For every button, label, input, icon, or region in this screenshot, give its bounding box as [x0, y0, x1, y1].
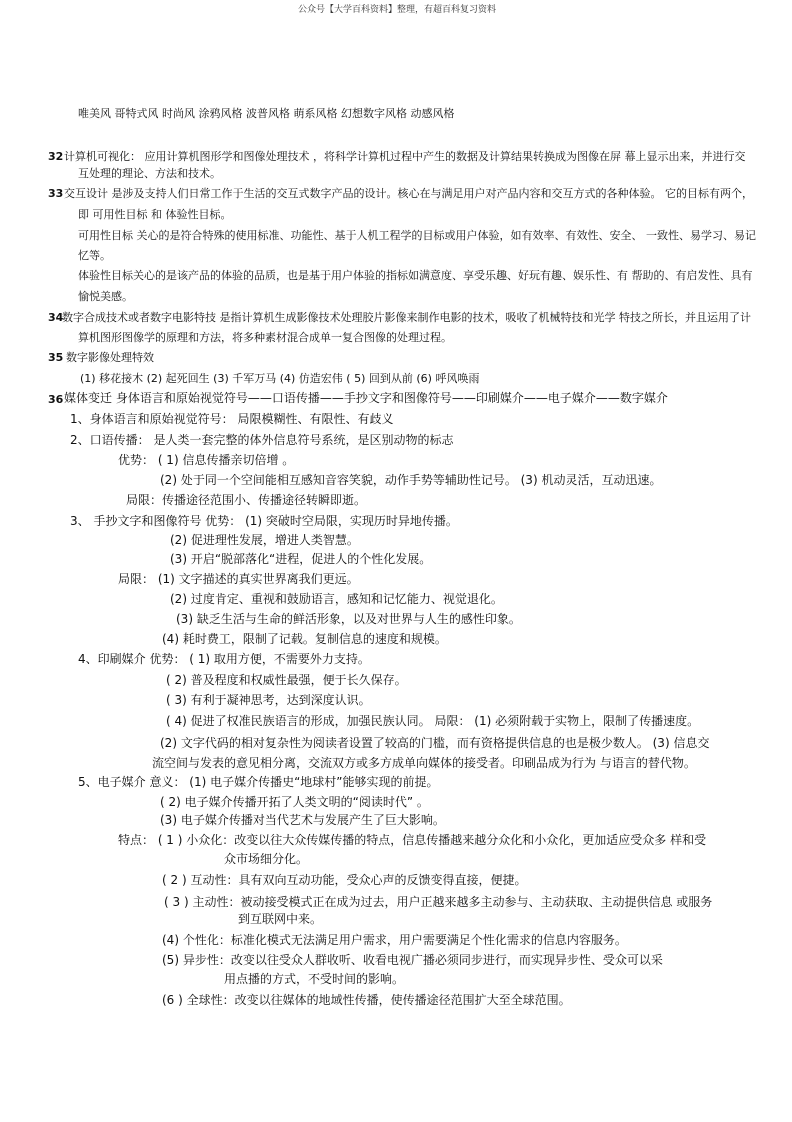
text-line: (2) 处于同一个空间能相互感知音容笑貌，动作手势等辅助性记号。 (3) 机动灵活，互动迅速。: [160, 473, 662, 487]
item-number: 32: [48, 150, 64, 163]
text-line: (6 ) 全球性：改变以往媒体的地域性传播，使传播途径范围扩大至全球范围。: [162, 993, 571, 1007]
text-line: 5、电子媒介 意义： (1) 电子媒介传播史“地球村”能够实现的前提。: [78, 775, 439, 789]
text-line: (5) 异步性：改变以往受众人群收听、收看电视广播必须同步进行，而实现异步性、受众可以采: [162, 953, 663, 967]
text-line: ( 4) 促进了权准民族语言的形成，加强民族认同。 局限： (1) 必须附载于实物上，限制了传播速度。: [166, 714, 700, 728]
text-line: 忆等。: [78, 249, 111, 262]
text-line: ( 3 ) 主动性：被动接受模式正在成为过去，用户正越来越多主动参与、主动获取、主动提供信息 或服务: [164, 895, 713, 909]
text-line: 优势： ( 1) 信息传播亲切倍增 。: [118, 453, 295, 467]
text-line: 交互设计 是涉及支持人们日常工作于生活的交互式数字产品的设计。核心在与满足用户对产品内容和交互方式的各种体验。 它的目标有两个，: [64, 187, 753, 200]
text-line: ( 2) 电子媒介传播开拓了人类文明的“阅读时代” 。: [160, 795, 429, 809]
text-line: 4、印刷媒介 优势： ( 1) 取用方便，不需要外力支持。: [78, 652, 370, 666]
text-line: 局限： (1) 文字描述的真实世界离我们更远。: [118, 572, 359, 586]
text-line: 媒体变迁 身体语言和原始视觉符号——口语传播——手抄文字和图像符号——印刷媒介——电子媒介——数字媒介: [64, 391, 668, 405]
text-line: 到互联网中来。: [238, 912, 323, 926]
text-line: (3) 缺乏生活与生命的鲜活形象，以及对世界与人生的感性印象。: [176, 612, 521, 626]
text-line: 局限：传播途径范围小、传播途径转瞬即逝。: [126, 493, 367, 507]
text-line: 计算机可视化： 应用计算机图形学和图像处理技术 ，将科学计算机过程中产生的数据及计算结果转换成为图像在屏 幕上显示出来，并进行交: [64, 150, 746, 163]
item-number: 33: [48, 187, 64, 200]
item-number: 35: [48, 351, 64, 364]
text-line: 3、 手抄文字和图像符号 优势： (1) 突破时空局限，实现历时异地传播。: [70, 514, 458, 528]
text-line: 愉悦美感。: [78, 290, 133, 303]
text-line: 数字合成技术或者数字电影特技 是指计算机生成影像技术处理胶片影像来制作电影的技术，吸收了机械特技和光学 特技之所长，并且运用了计: [62, 311, 751, 324]
style-list: 唯美风 哥特式风 时尚风 涂鸦风格 波普风格 萌系风格 幻想数字风格 动感风格: [78, 107, 455, 120]
text-line: (4) 耗时费工，限制了记载。复制信息的速度和规模。: [162, 632, 447, 646]
text-line: 可用性目标 关心的是符合特殊的使用标准、功能性、基于人机工程学的目标或用户体验，如有效率、有效性、安全、 一致性、易学习、易记: [78, 229, 756, 242]
text-line: 众市场细分化。: [224, 852, 309, 866]
text-line: ( 3) 有利于凝神思考，达到深度认识。: [166, 693, 371, 707]
page-header: 公众号【大学百科资料】整理，有超百科复习资料: [298, 5, 497, 15]
text-line: 流空间与发表的意见相分离，交流双方或多方成单向媒体的接受者。印刷品成为行为 与语言的替代物。: [152, 756, 696, 770]
text-line: (4) 个性化：标准化模式无法满足用户需求，用户需要满足个性化需求的信息内容服务。: [162, 933, 627, 947]
text-line: 算机图形图像学的原理和方法，将多种素材混合成单一复合图像的处理过程。: [78, 331, 452, 344]
text-line: 用点播的方式，不受时间的影响。: [224, 972, 405, 986]
text-line: 互处理的理论、方法和技术。: [78, 167, 221, 180]
text-line: 1、身体语言和原始视觉符号： 局限模糊性、有限性、有歧义: [70, 412, 394, 426]
effects-list: (1) 移花接木 (2) 起死回生 (3) 千军万马 (4) 仿造宏伟 ( 5) 回到从前 (6) 呼风唤雨: [80, 372, 480, 385]
text-line: ( 2) 普及程度和权威性最强，便于长久保存。: [166, 673, 407, 687]
text-line: (2) 促进理性发展，增进人类智慧。: [170, 533, 359, 547]
text-line: 数字影像处理特效: [66, 351, 154, 364]
text-line: (2) 过度肯定、重视和鼓励语言，感知和记忆能力、视觉退化。: [170, 592, 503, 606]
item-number: 36: [48, 393, 64, 406]
text-line: 体验性目标关心的是该产品的体验的品质，也是基于用户体验的指标如满意度、享受乐趣、好玩有趣、娱乐性、有 帮助的、有启发性、具有: [78, 269, 753, 282]
text-line: ( 2 ) 互动性：具有双向互动功能，受众心声的反馈变得直接，便捷。: [162, 873, 527, 887]
text-line: (3) 电子媒介传播对当代艺术与发展产生了巨大影响。: [160, 813, 445, 827]
text-line: (2) 文字代码的相对复杂性为阅读者设置了较高的门槛，而有资格提供信息的也是极少数人。 (3) 信息交: [160, 736, 710, 750]
text-line: 特点： ( 1 ) 小众化：改变以往大众传媒传播的特点，信息传播越来越分众化和小众化，更加适应受众多 样和受: [118, 833, 707, 847]
item-number: 34: [48, 311, 64, 324]
text-line: 即 可用性目标 和 体验性目标。: [78, 208, 232, 221]
text-line: (3) 开启“脱部落化“进程，促进人的个性化发展。: [170, 552, 432, 566]
text-line: 2、口语传播： 是人类一套完整的体外信息符号系统，是区别动物的标志: [70, 433, 454, 447]
